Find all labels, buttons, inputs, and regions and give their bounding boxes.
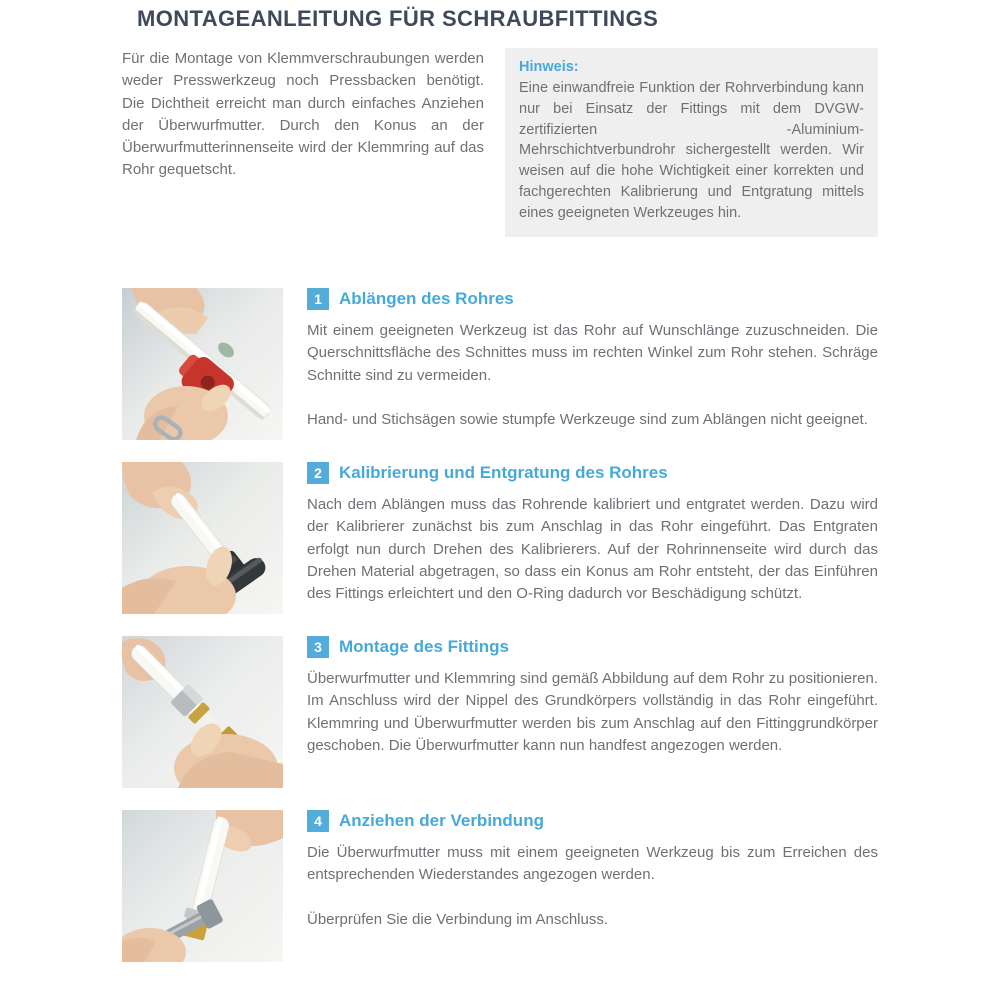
intro-paragraph: Für die Montage von Klemmverschraubungen werden weder Presswerkzeug noch Pressbacken benötigt. Die Dichtheit erreicht man durch einfaches Anziehen der Überwurfmutter. Durch den Konus an der Überwurfmutterinnenseite wird der Klemmring auf das Rohr gequetscht.: [122, 50, 484, 179]
step-2-title: Kalibrierung und Entgratung des Rohres: [339, 463, 668, 482]
step-3-title: Montage des Fittings: [339, 637, 509, 656]
step-3-body: [307, 636, 878, 788]
step-1-text: [307, 320, 878, 431]
step-4-text: [307, 842, 878, 931]
step-2-paragraph-1: Nach dem Ablängen muss das Rohrende kalibriert und entgratet werden. Dazu wird der Kalibrierer zunächst bis zum Anschlag in das Rohr eingeführt. Das Entgraten erfolgt nun durch Drehen des Kalibrierers. Auf der Rohrinnenseite wird durch das Drehen Material abgetragen, so dass ein Konus am Rohr entsteht, der das Einführen des Fittings erleichtert und den O-Ring dadurch vor Beschädigung schützt.: [307, 496, 878, 603]
step-4: [122, 810, 878, 962]
step-4-title: Anziehen der Verbindung: [339, 811, 544, 830]
pipe-calibration-illustration: [122, 462, 283, 614]
step-2-header: [307, 462, 878, 484]
note-text: Eine einwandfreie Funktion der Rohrverbindung kann nur bei Einsatz der Fittings mit dem DVGW-zertifizierten -Aluminium-Mehrschichtverbundrohr sichergestellt werden. Wir weisen auf die hohe Wichtigkeit einer korrekten und fachgerechten Kalibrierung und Entgratung mittels eines geeigneten Werkzeuges hin.: [519, 80, 864, 221]
step-2-photo-pipe-calibration: [122, 462, 283, 614]
pipe-cutting-illustration: [122, 288, 283, 440]
step-1-photo-pipe-cutting: [122, 288, 283, 440]
step-2-number-badge: 2: [307, 462, 329, 484]
step-4-paragraph-1: Die Überwurfmutter muss mit einem geeigneten Werkzeug bis zum Erreichen des entsprechenden Wiederstandes angezogen werden.: [307, 844, 878, 884]
step-3-photo-fitting-assembly: [122, 636, 283, 788]
step-4-number-badge: 4: [307, 810, 329, 832]
step-1-title: Ablängen des Rohres: [339, 289, 514, 308]
step-3-header: [307, 636, 878, 658]
intro-section: [122, 48, 878, 237]
step-1-number-badge: 1: [307, 288, 329, 310]
step-1: [122, 288, 878, 440]
step-2-body: [307, 462, 878, 614]
step-4-body: [307, 810, 878, 962]
step-2-text: [307, 494, 878, 605]
note-label: Hinweis:: [519, 59, 579, 75]
step-4-header: [307, 810, 878, 832]
tightening-connection-illustration: [122, 810, 283, 962]
step-3: [122, 636, 878, 788]
fitting-assembly-illustration: [122, 636, 283, 788]
step-3-paragraph-1: Überwurfmutter und Klemmring sind gemäß Abbildung auf dem Rohr zu positionieren. Im Anschluss wird der Nippel des Grundkörpers vollständig in das Rohr eingeführt. Klemmring und Überwurfmutter werden bis zum Anschlag auf den Fittinggrundkörper geschoben. Die Überwurfmutter kann nun handfest angezogen werden.: [307, 670, 878, 754]
step-1-paragraph-2: Hand- und Stichsägen sowie stumpfe Werkzeuge sind zum Ablängen nicht geeignet.: [307, 410, 868, 428]
step-3-text: [307, 668, 878, 757]
step-1-body: [307, 288, 878, 440]
steps-list: [122, 288, 878, 984]
step-1-paragraph-1: Mit einem geeigneten Werkzeug ist das Rohr auf Wunschlänge zuzuschneiden. Die Querschnittsfläche des Schnittes muss im rechten Winkel zum Rohr stehen. Schräge Schnitte sind zu vermeiden.: [307, 322, 878, 384]
step-3-number-badge: 3: [307, 636, 329, 658]
page-title: MONTAGEANLEITUNG FÜR SCHRAUBFITTINGS: [137, 6, 659, 31]
step-2: [122, 462, 878, 614]
step-4-photo-tightening-connection: [122, 810, 283, 962]
step-4-paragraph-2: Überprüfen Sie die Verbindung im Anschluss.: [307, 910, 609, 928]
step-1-header: [307, 288, 878, 310]
note-box: [505, 48, 878, 237]
